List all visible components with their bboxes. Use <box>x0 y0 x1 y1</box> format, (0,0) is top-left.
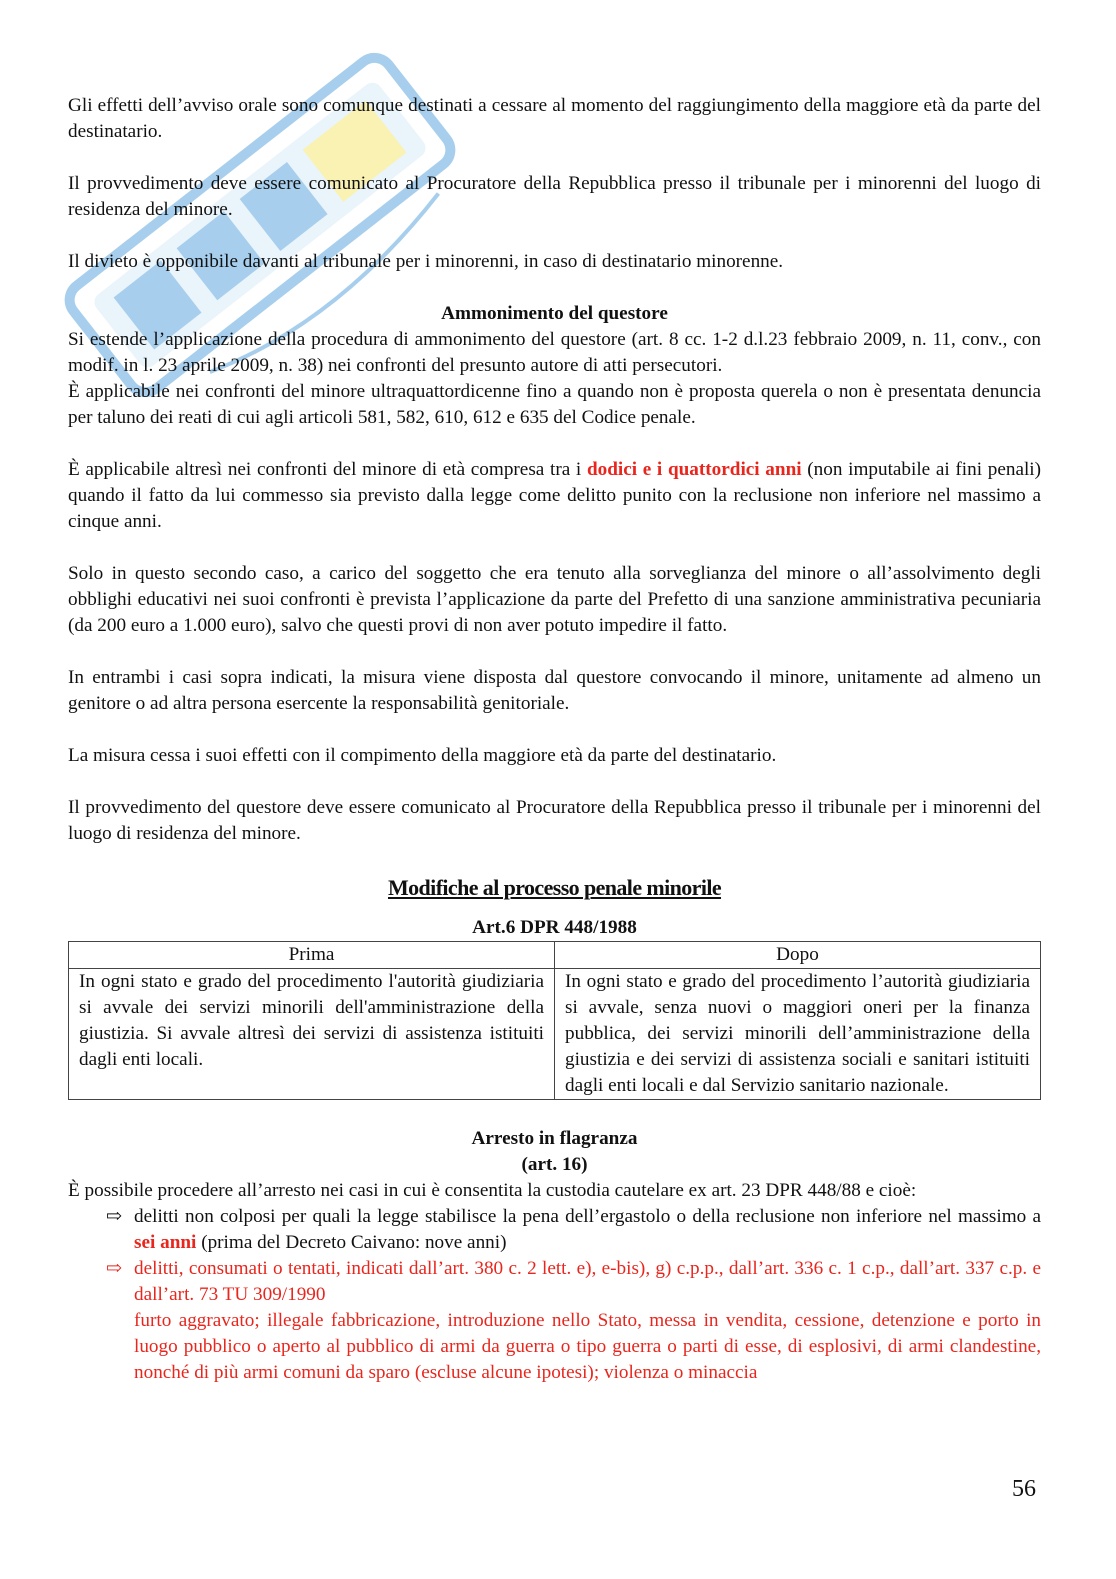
arrow-right-icon: ⇨ <box>106 1206 123 1227</box>
bullet-list <box>68 1204 1041 1386</box>
text-span: È applicabile altresì nei confronti del minore di età compresa tra i <box>68 459 587 480</box>
text-span: (non imputabile ai fini penali) quando il fatto da lui commesso sia previsto dalla legge come delitto punito con la reclusione non inferiore nel massimo a cinque anni. <box>68 459 1042 532</box>
text-span: (prima del Decreto Caivano: nove anni) <box>196 1232 507 1253</box>
highlighted-text: dodici e i quattordici anni <box>586 459 802 480</box>
list-item <box>68 1256 1041 1386</box>
page-content <box>68 93 1041 1386</box>
list-item <box>68 1204 1041 1256</box>
table-cell-prima: In ogni stato e grado del procedimento l'autorità giudiziaria si avvale dei servizi minorili dell'amministrazione della giustizia. Si avvale altresì dei servizi di assistenza istituiti dagli enti locali. <box>69 969 555 1100</box>
table-cell-dopo: In ogni stato e grado del procedimento l’autorità giudiziaria si avvale, senza nuovi o maggiori oneri per la finanza pubblica, dei servizi minorili dell’amministrazione della giustizia e dei servizi di assistenza sociali e sanitari istituiti dagli enti locali e dal Servizio sanitario nazionale. <box>555 969 1041 1100</box>
paragraph: È possibile procedere all’arresto nei casi in cui è consentita la custodia cautelare ex art. 23 DPR 448/88 e cioè: <box>68 1180 917 1201</box>
paragraph: Gli effetti dell’avviso orale sono comunque destinati a cessare al momento del raggiungimento della maggiore età da parte del destinatario. <box>68 95 1041 142</box>
paragraph-with-highlight <box>68 457 1041 535</box>
table-row <box>69 969 1041 1100</box>
table-caption: Art.6 DPR 448/1988 <box>472 917 637 938</box>
paragraph: La misura cessa i suoi effetti con il compimento della maggiore età da parte del destinatario. <box>68 745 777 766</box>
page-number: 56 <box>1012 1476 1036 1502</box>
section-heading-modifiche: Modifiche al processo penale minorile <box>387 875 722 900</box>
text-span: furto aggravato; illegale fabbricazione, introduzione nello Stato, messa in vendita, cessione, detenzione e porto in luogo pubblico o aperto al pubblico di armi da guerra o tipo guerra o parti di esse, di esplosivi, di armi clandestine, nonché di più armi comuni da sparo (escluse alcune ipotesi); violenza o minaccia <box>134 1310 1041 1383</box>
text-span: delitti non colposi per quali la legge stabilisce la pena dell’ergastolo o della reclusione non inferiore nel massimo a <box>134 1206 1041 1227</box>
section-heading-ammonimento: Ammonimento del questore <box>441 303 668 324</box>
paragraph: In entrambi i casi sopra indicati, la misura viene disposta dal questore convocando il minore, unitamente ad almeno un genitore o ad altra persona esercente la responsabilità genitoriale. <box>68 667 1041 714</box>
paragraph: Il provvedimento del questore deve essere comunicato al Procuratore della Repubblica presso il tribunale per i minorenni del luogo di residenza del minore. <box>68 797 1041 844</box>
text-span: delitti, consumati o tentati, indicati dall’art. 380 c. 2 lett. e), e-bis), g) c.p.p., dall’art. 336 c. 1 c.p., dall’art. 337 c.p. e dall’art. 73 TU 309/1990 <box>134 1258 1041 1305</box>
column-header-prima: Prima <box>69 942 555 969</box>
column-header-dopo: Dopo <box>555 942 1041 969</box>
paragraph: Il divieto è opponibile davanti al tribunale per i minorenni, in caso di destinatario minorenne. <box>68 251 784 272</box>
paragraph: È applicabile nei confronti del minore ultraquattordicenne fino a quando non è proposta querela o non è presentata denuncia per taluno dei reati di cui agli articoli 581, 582, 610, 612 e 635 del Codice penale. <box>68 381 1041 428</box>
section-subheading: (art. 16) <box>521 1154 588 1175</box>
arrow-right-icon: ⇨ <box>106 1258 123 1279</box>
table-header-row <box>69 942 1041 969</box>
section-heading-arresto: Arresto in flagranza <box>471 1128 638 1149</box>
comparison-table <box>68 941 1041 1100</box>
paragraph: Solo in questo secondo caso, a carico del soggetto che era tenuto alla sorveglianza del minore o all’assolvimento degli obblighi educativi nei suoi confronti è prevista l’applicazione da parte del Prefetto di una sanzione amministrativa pecuniaria (da 200 euro a 1.000 euro), salvo che questi provi di non aver potuto impedire il fatto. <box>68 563 1041 636</box>
paragraph: Si estende l’applicazione della procedura di ammonimento del questore (art. 8 cc. 1-2 d.l.23 febbraio 2009, n. 11, conv., con modif. in l. 23 aprile 2009, n. 38) nei confronti del presunto autore di atti persecutori. <box>68 329 1041 376</box>
paragraph: Il provvedimento deve essere comunicato al Procuratore della Repubblica presso il tribunale per i minorenni del luogo di residenza del minore. <box>68 173 1041 220</box>
highlighted-text: sei anni <box>134 1232 197 1253</box>
